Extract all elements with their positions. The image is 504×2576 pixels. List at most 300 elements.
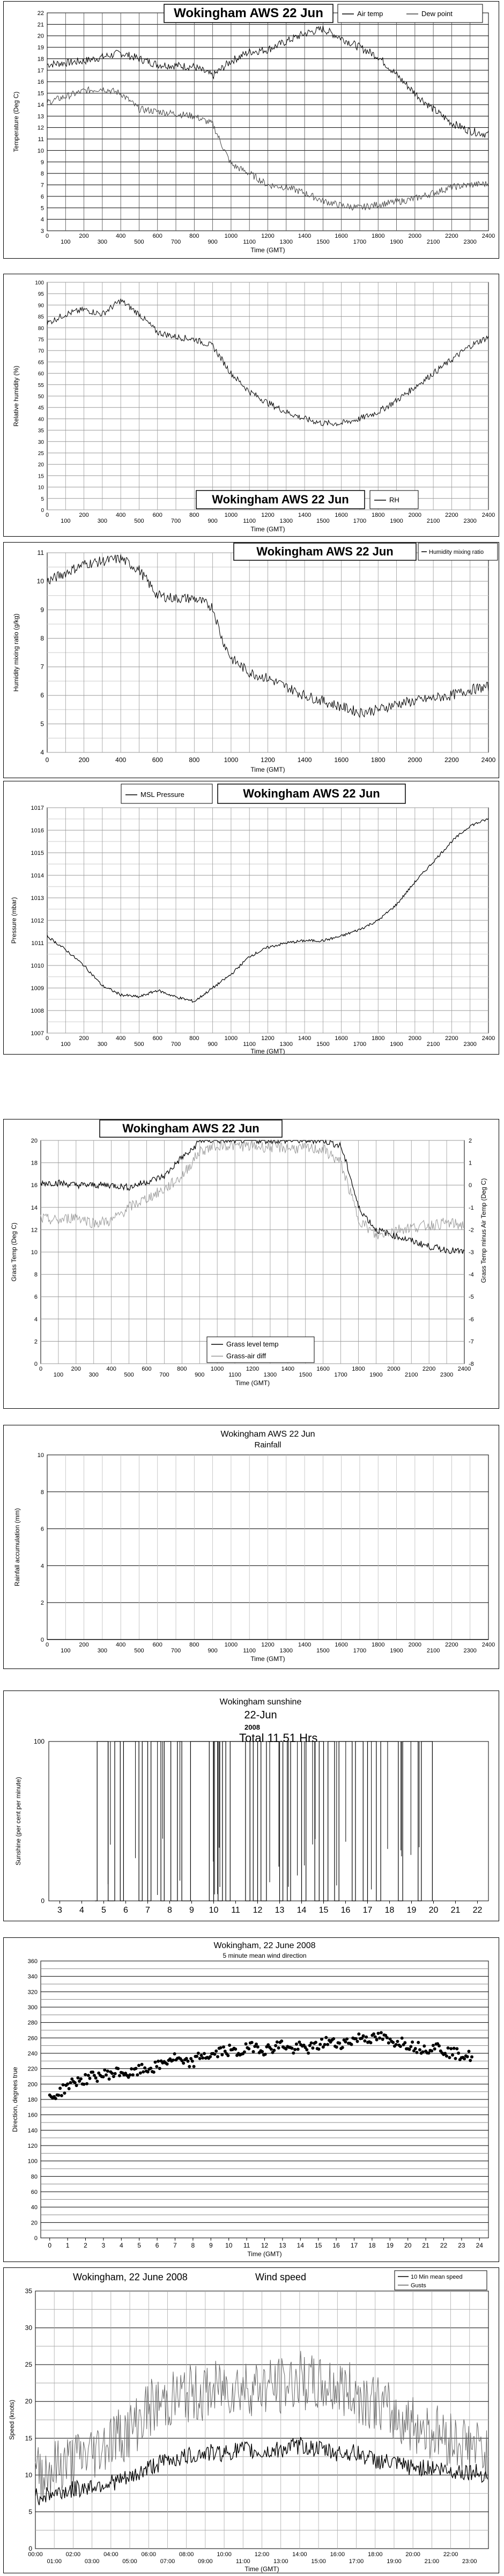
- temp-xlabel: Time (GMT): [250, 246, 285, 254]
- temp-xtick: 1400: [298, 233, 312, 239]
- wspd-xtick-bottom: 11:00: [235, 2558, 250, 2565]
- rain-ytick: 6: [40, 1526, 44, 1533]
- grass-ytick: 14: [31, 1204, 38, 1211]
- wind-direction-point: [252, 2050, 255, 2053]
- rain-xtick: 1200: [261, 1642, 275, 1648]
- temp-ytick: 4: [40, 216, 44, 223]
- rh-xtick: 100: [61, 518, 71, 524]
- grass-title: Wokingham AWS 22 Jun: [122, 1122, 260, 1135]
- wspd-xtick-top: 22:00: [443, 2551, 458, 2558]
- wind-direction-point: [318, 2043, 322, 2046]
- wind-direction-point: [247, 2047, 250, 2051]
- grass-ytick: 0: [34, 1361, 38, 1367]
- wind-direction-point: [274, 2044, 277, 2047]
- grass-ytick: 18: [31, 1160, 38, 1167]
- rh-ytick: 30: [38, 439, 44, 445]
- rh-xtick: 1400: [298, 512, 312, 518]
- wspd-xtick-top: 04:00: [103, 2551, 118, 2558]
- wind-direction-point: [130, 2067, 133, 2070]
- pres-ytick: 1010: [31, 963, 44, 969]
- wind-direction-chart-svg: [3, 1937, 499, 2262]
- wind-direction-point: [396, 2040, 399, 2043]
- sun-xtick: 14: [297, 1906, 307, 1915]
- wind-direction-point: [182, 2061, 185, 2065]
- wind-direction-point: [418, 2048, 421, 2052]
- temp-ytick: 22: [37, 10, 44, 17]
- grass-xtick: 1100: [228, 1372, 241, 1378]
- temp-xtick: 100: [61, 239, 71, 245]
- wind-direction-point: [214, 2050, 218, 2053]
- wspd-xtick-top: 12:00: [254, 2551, 270, 2558]
- wind-direction-point: [187, 2060, 190, 2063]
- temp-ytick: 10: [37, 148, 44, 155]
- wdir-ytick: 280: [27, 2019, 38, 2026]
- pres-xtick: 500: [134, 1041, 144, 1048]
- grass-y2-ylabel: Grass Temp minus Air Temp (Deg C): [480, 1178, 487, 1283]
- pres-xtick: 1500: [316, 1041, 330, 1048]
- wind-direction-point: [57, 2094, 60, 2097]
- pres-xtick: 1000: [224, 1035, 238, 1042]
- rh-xtick: 600: [152, 512, 162, 518]
- rh-xtick: 1500: [316, 518, 330, 524]
- wind-direction-point: [305, 2048, 308, 2051]
- wspd-ytick: 0: [28, 2545, 32, 2552]
- wind-direction-point: [463, 2057, 466, 2060]
- wdir-xtick: 9: [209, 2242, 213, 2249]
- wind-direction-point: [381, 2038, 384, 2041]
- wind-direction-point: [341, 2046, 344, 2049]
- grass-xtick: 700: [159, 1372, 169, 1378]
- grass-xtick: 0: [39, 1366, 43, 1372]
- mix-xlabel: Time (GMT): [250, 766, 285, 773]
- rh-ytick: 35: [38, 428, 44, 434]
- wind-direction-point: [326, 2043, 329, 2046]
- temp-xtick: 500: [134, 239, 144, 245]
- mix-legend-label: Humidity mixing ratio: [429, 549, 484, 555]
- sun-xtick: 22: [472, 1906, 483, 1915]
- wspd-xtick-bottom: 01:00: [47, 2558, 62, 2565]
- wind-direction-point: [357, 2032, 360, 2036]
- rh-ytick: 40: [38, 416, 44, 423]
- wdir-ytick: 360: [27, 1958, 38, 1965]
- pres-ylabel: Pressure (mbar): [10, 897, 18, 944]
- wspd-ylabel: Speed (knots): [8, 2399, 16, 2440]
- wind-direction-point: [244, 2043, 248, 2046]
- wdir-ytick: 180: [27, 2097, 38, 2103]
- wind-direction-point: [192, 2065, 196, 2068]
- pres-xtick: 1700: [353, 1041, 367, 1048]
- mix-xtick: 0: [45, 756, 49, 764]
- rain-xtick: 500: [134, 1648, 144, 1654]
- wind-direction-point: [75, 2084, 78, 2087]
- wind-direction-point: [158, 2067, 161, 2070]
- wdir-ytick: 100: [27, 2158, 38, 2165]
- wspd-xtick-top: 18:00: [367, 2551, 383, 2558]
- grass-xtick: 600: [142, 1366, 152, 1372]
- wind-direction-point: [421, 2051, 425, 2054]
- wind-direction-point: [272, 2049, 276, 2052]
- wind-direction-point: [209, 2055, 212, 2058]
- wind-direction-point: [408, 2048, 411, 2051]
- wdir-ytick: 220: [27, 2066, 38, 2073]
- sun-xtick: 3: [57, 1906, 62, 1915]
- pres-xtick: 2200: [445, 1035, 458, 1042]
- rain-xtick: 2200: [445, 1642, 458, 1648]
- wind-direction-point: [380, 2031, 383, 2035]
- wdir-xtick: 8: [191, 2242, 195, 2249]
- rh-ytick: 85: [38, 314, 44, 320]
- sun-title: Wokingham sunshine: [219, 1697, 302, 1707]
- pres-xtick: 1300: [279, 1041, 293, 1048]
- rh-xtick: 800: [189, 512, 199, 518]
- wind-direction-point: [243, 2051, 246, 2054]
- mix-ytick: 8: [40, 634, 44, 642]
- temp-ylabel: Temperature (Deg C): [12, 91, 20, 152]
- wdir-xtick: 5: [137, 2242, 142, 2249]
- rh-ytick: 70: [38, 348, 44, 355]
- pres-legend-label: MSL Pressure: [140, 791, 184, 799]
- wspd-ytick: 35: [25, 2287, 32, 2295]
- pres-xlabel: Time (GMT): [250, 1048, 285, 1055]
- wdir-xtick: 17: [350, 2242, 358, 2249]
- rain-xtick: 700: [171, 1648, 181, 1654]
- wind-direction-point: [106, 2069, 109, 2073]
- mix-xtick: 1400: [297, 756, 312, 764]
- rh-xtick: 2300: [463, 518, 477, 524]
- wdir-xtick: 2: [84, 2242, 87, 2249]
- grass-y2tick: -3: [469, 1249, 474, 1256]
- wdir-xtick: 4: [119, 2242, 123, 2249]
- grass-legend-label: Grass level temp: [226, 1340, 279, 1348]
- wspd-title: Wokingham, 22 June 2008: [73, 2272, 188, 2282]
- pres-xtick: 200: [79, 1035, 89, 1042]
- temp-ytick: 14: [37, 101, 44, 108]
- grass-xtick: 1400: [281, 1366, 295, 1372]
- wdir-ytick: 320: [27, 1989, 38, 1996]
- pres-xtick: 1400: [298, 1035, 312, 1042]
- rain-xtick: 1500: [316, 1648, 330, 1654]
- wdir-xtick: 21: [422, 2242, 429, 2249]
- wdir-xtick: 22: [440, 2242, 448, 2249]
- pres-xtick: 600: [152, 1035, 162, 1042]
- wspd-ytick: 30: [25, 2324, 32, 2332]
- pres-ytick: 1007: [31, 1030, 44, 1037]
- rh-xtick: 900: [207, 518, 218, 524]
- wind-direction-point: [73, 2081, 77, 2084]
- wind-direction-point: [139, 2072, 142, 2075]
- rain-xtick: 400: [115, 1642, 126, 1648]
- temp-xtick: 2200: [445, 233, 458, 239]
- grass-temperature-chart-svg: [3, 1119, 499, 1409]
- wind-direction-point: [255, 2043, 258, 2046]
- wind-direction-point: [457, 2052, 460, 2055]
- grass-ytick: 8: [34, 1271, 38, 1278]
- temp-xtick: 2300: [463, 239, 477, 245]
- mix-ytick: 11: [37, 549, 44, 557]
- wind-direction-point: [68, 2087, 71, 2090]
- wdir-ytick: 120: [27, 2143, 38, 2149]
- wind-direction-point: [411, 2040, 414, 2044]
- wspd-xtick-bottom: 03:00: [84, 2558, 100, 2565]
- sun-xtick: 18: [384, 1906, 395, 1915]
- rh-ytick: 0: [41, 508, 44, 514]
- rain-ylabel: Rainfall accumulation (mm): [13, 1508, 21, 1586]
- wind-direction-point: [142, 2070, 145, 2074]
- rain-ytick: 2: [40, 1600, 44, 1607]
- wind-direction-point: [58, 2087, 62, 2090]
- wind-direction-point: [445, 2054, 448, 2058]
- temp-ytick: 20: [37, 33, 44, 40]
- pres-xtick: 300: [97, 1041, 108, 1048]
- wind-direction-point: [85, 2082, 88, 2085]
- sun-xtick: 17: [362, 1906, 373, 1915]
- rh-ytick: 80: [38, 325, 44, 332]
- rh-xtick: 1800: [372, 512, 385, 518]
- wind-direction-point: [173, 2052, 176, 2055]
- pres-ytick: 1008: [31, 1008, 44, 1014]
- grass-xtick: 2100: [405, 1372, 418, 1378]
- temp-xtick: 400: [115, 233, 126, 239]
- rain-ytick: 10: [37, 1452, 44, 1459]
- sun-xtick: 8: [167, 1906, 172, 1915]
- pres-xtick: 1600: [335, 1035, 348, 1042]
- grass-temperature-chart: [3, 1119, 499, 1409]
- rain-xtick: 900: [207, 1648, 218, 1654]
- sun-subtitle: 22-Jun: [244, 1709, 277, 1721]
- mix-xtick: 1200: [261, 756, 275, 764]
- rh-xlabel: Time (GMT): [250, 525, 285, 533]
- grass-ytick: 16: [31, 1182, 38, 1189]
- wdir-ytick: 340: [27, 1973, 38, 1980]
- grass-y2tick: -7: [469, 1338, 474, 1345]
- temp-xtick: 1600: [335, 233, 348, 239]
- wind-direction-point: [203, 2052, 206, 2055]
- rain-subtitle: Rainfall: [254, 1440, 281, 1450]
- rh-title: Wokingham AWS 22 Jun: [212, 493, 349, 506]
- temp-xtick: 2000: [408, 233, 422, 239]
- rh-xtick: 400: [115, 512, 126, 518]
- temperature-chart: [3, 1, 499, 259]
- temp-title: Wokingham AWS 22 Jun: [174, 6, 323, 20]
- wspd-xtick-bottom: 13:00: [273, 2558, 288, 2565]
- grass-xlabel: Time (GMT): [235, 1379, 270, 1387]
- wind-direction-point: [430, 2050, 433, 2053]
- rain-xtick: 300: [97, 1648, 108, 1654]
- grass-xtick: 100: [53, 1372, 64, 1378]
- rain-xtick: 200: [79, 1642, 89, 1648]
- wspd-xtick-top: 10:00: [217, 2551, 232, 2558]
- wind-direction-point: [110, 2072, 114, 2075]
- pres-xtick: 1200: [261, 1035, 275, 1042]
- wdir-xtick: 24: [476, 2242, 483, 2249]
- pres-ytick: 1015: [31, 850, 44, 857]
- mix-xtick: 600: [152, 756, 163, 764]
- rh-ytick: 60: [38, 371, 44, 377]
- mix-title: Wokingham AWS 22 Jun: [256, 545, 394, 558]
- grass-y2tick: -6: [469, 1316, 474, 1323]
- grass-xtick: 300: [88, 1372, 99, 1378]
- wind-direction-point: [270, 2047, 273, 2051]
- grass-xtick: 2300: [440, 1372, 454, 1378]
- rh-xtick: 2200: [445, 512, 458, 518]
- wind-direction-point: [91, 2070, 94, 2074]
- wind-direction-point: [140, 2063, 144, 2066]
- rain-xtick: 1000: [224, 1642, 238, 1648]
- wind-direction-point: [60, 2094, 63, 2097]
- wind-speed-chart: [3, 2267, 499, 2573]
- temp-xtick: 1800: [372, 233, 385, 239]
- mix-xtick: 2000: [407, 756, 423, 764]
- wind-direction-point: [310, 2041, 313, 2045]
- sun-xtick: 4: [79, 1906, 84, 1915]
- wdir-xtick: 14: [297, 2242, 304, 2249]
- wdir-subtitle: 5 minute mean wind direction: [223, 1952, 307, 1959]
- grass-xtick: 1900: [369, 1372, 383, 1378]
- wind-direction-point: [155, 2065, 158, 2068]
- sun-year: 2008: [244, 1723, 260, 1731]
- pres-ytick: 1011: [31, 940, 44, 947]
- pres-ytick: 1016: [31, 828, 44, 834]
- wind-direction-point: [455, 2047, 458, 2051]
- wspd-xtick-top: 06:00: [141, 2551, 157, 2558]
- rain-xtick: 2300: [463, 1648, 477, 1654]
- rain-ytick: 8: [40, 1489, 44, 1496]
- wind-direction-point: [94, 2076, 98, 2080]
- wind-direction-point: [63, 2091, 66, 2095]
- wdir-xtick: 23: [458, 2242, 465, 2249]
- sun-xtick: 19: [406, 1906, 417, 1915]
- temp-xtick: 2100: [426, 239, 440, 245]
- pres-ytick: 1012: [31, 918, 44, 924]
- rain-xtick: 800: [189, 1642, 199, 1648]
- grass-legend-label: Grass-air diff: [226, 1352, 266, 1360]
- wind-direction-point: [131, 2073, 135, 2076]
- wdir-xtick: 1: [65, 2242, 70, 2249]
- wind-direction-point: [311, 2046, 314, 2050]
- wdir-xtick: 7: [173, 2242, 177, 2249]
- wind-direction-point: [213, 2053, 216, 2056]
- temp-legend-label: Air temp: [357, 10, 383, 18]
- wind-direction-point: [449, 2047, 453, 2050]
- sun-xtick: 5: [101, 1906, 106, 1915]
- wind-direction-point: [447, 2046, 450, 2050]
- wdir-ytick: 200: [27, 2081, 38, 2088]
- wind-direction-point: [197, 2052, 200, 2055]
- temp-xtick: 300: [97, 239, 108, 245]
- temp-ytick: 5: [40, 205, 44, 212]
- wdir-xtick: 13: [279, 2242, 286, 2249]
- wind-direction-point: [188, 2065, 191, 2068]
- temp-ytick: 9: [40, 159, 44, 166]
- temp-xtick: 2400: [481, 233, 495, 239]
- sun-xtick: 15: [318, 1906, 329, 1915]
- wind-direction-point: [451, 2053, 454, 2057]
- wind-direction-point: [292, 2052, 295, 2055]
- mix-ylabel: Humidity mixing ratio (g/kg): [12, 613, 20, 692]
- wind-direction-point: [469, 2059, 472, 2062]
- temp-ytick: 6: [40, 193, 44, 200]
- relative-humidity-chart-svg: [3, 274, 499, 537]
- sun-ytick: 100: [33, 1738, 45, 1745]
- rh-xtick: 1200: [261, 512, 275, 518]
- wind-direction-point: [401, 2037, 404, 2040]
- wspd-xtick-bottom: 15:00: [311, 2558, 326, 2565]
- wind-direction-point: [172, 2059, 175, 2062]
- rh-xtick: 2100: [426, 518, 440, 524]
- wind-direction-point: [87, 2074, 90, 2077]
- wdir-ytick: 260: [27, 2035, 38, 2042]
- wind-direction-point: [95, 2080, 99, 2083]
- rain-xtick: 1700: [353, 1648, 367, 1654]
- wind-direction-point: [136, 2073, 139, 2076]
- rh-xtick: 200: [79, 512, 89, 518]
- sun-xtick: 10: [209, 1906, 219, 1915]
- wind-direction-point: [409, 2045, 412, 2048]
- wind-speed-chart-svg: [3, 2267, 499, 2573]
- wind-direction-point: [354, 2037, 358, 2040]
- pres-xtick: 400: [115, 1035, 126, 1042]
- wspd-xtick-bottom: 23:00: [462, 2558, 477, 2565]
- wind-direction-point: [470, 2055, 473, 2059]
- wdir-xtick: 20: [404, 2242, 412, 2249]
- wind-direction-point: [415, 2051, 418, 2054]
- wind-direction-point: [378, 2037, 381, 2040]
- wind-direction-point: [433, 2047, 436, 2051]
- wspd-xtick-top: 14:00: [292, 2551, 307, 2558]
- rh-xtick: 1000: [224, 512, 238, 518]
- rh-ytick: 90: [38, 303, 44, 309]
- sun-ylabel: Sunshine (per cent per minute): [14, 1777, 22, 1865]
- wdir-xtick: 16: [332, 2242, 340, 2249]
- rh-ytick: 15: [38, 473, 44, 480]
- grass-ylabel: Grass Temp (Deg C): [10, 1223, 18, 1282]
- sun-xtick: 11: [231, 1906, 240, 1915]
- wind-direction-point: [222, 2045, 225, 2048]
- wind-direction-point: [116, 2067, 120, 2070]
- wspd-legend-label: 10 Min mean speed: [411, 2274, 463, 2280]
- temp-xtick: 1500: [316, 239, 330, 245]
- wind-direction-point: [62, 2083, 65, 2087]
- wind-direction-point: [84, 2073, 87, 2076]
- wdir-xtick: 18: [368, 2242, 376, 2249]
- wind-direction-point: [386, 2036, 389, 2039]
- wdir-xtick: 10: [225, 2242, 233, 2249]
- rh-xtick: 0: [45, 512, 49, 518]
- wind-direction-point: [226, 2054, 229, 2057]
- mix-xtick: 1000: [224, 756, 239, 764]
- sun-xtick: 6: [123, 1906, 128, 1915]
- sun-xtick: 13: [275, 1906, 285, 1915]
- wdir-ytick: 20: [31, 2220, 38, 2227]
- grass-xtick: 500: [124, 1372, 134, 1378]
- wdir-title: Wokingham, 22 June 2008: [213, 1941, 316, 1950]
- sun-xtick: 9: [189, 1906, 194, 1915]
- pres-xtick: 100: [61, 1041, 71, 1048]
- mix-ytick: 4: [40, 749, 44, 756]
- wspd-ytick: 5: [28, 2508, 32, 2516]
- wdir-ytick: 0: [34, 2235, 38, 2242]
- wspd-ytick: 15: [25, 2434, 32, 2442]
- grass-xtick: 1200: [246, 1366, 260, 1372]
- sun-total: Total 11.51 Hrs: [239, 1731, 318, 1745]
- rainfall-chart-svg: [3, 1425, 499, 1669]
- rh-xtick: 300: [97, 518, 108, 524]
- temp-ytick: 17: [37, 67, 44, 74]
- wind-direction-point: [448, 2056, 451, 2059]
- pres-ytick: 1013: [31, 895, 44, 902]
- wind-direction-point: [276, 2040, 279, 2044]
- wdir-ylabel: Direction, degrees true: [11, 2067, 19, 2132]
